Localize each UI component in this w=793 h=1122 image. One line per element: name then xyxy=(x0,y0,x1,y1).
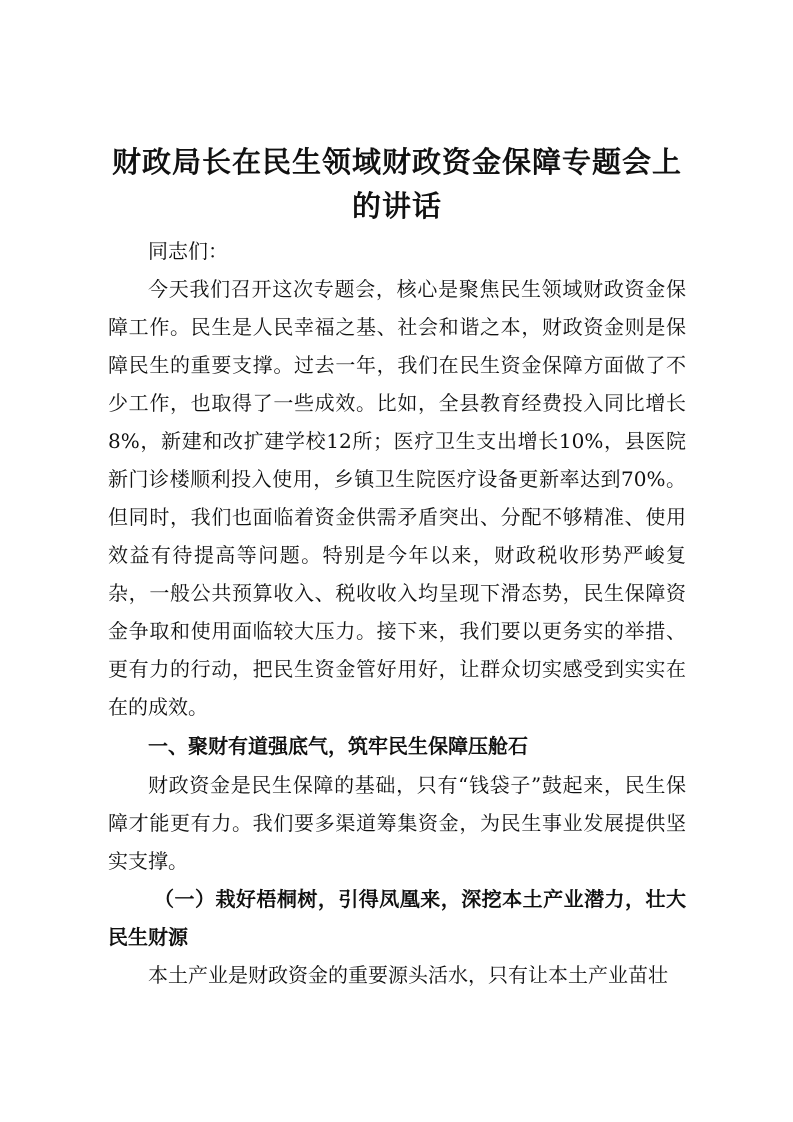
subsection-1-paragraph: 本土产业是财政资金的重要源头活水，只有让本土产业苗壮 xyxy=(148,963,668,987)
document-page xyxy=(108,140,686,994)
section-heading-1: 一、聚财有道强底气，筑牢民生保障压舱石 xyxy=(148,734,528,758)
intro-paragraph: 今天我们召开这次专题会，核心是聚焦民生领域财政资金保障工作。民生是人民幸福之基、社会和谐之本，财政资金则是保障民生的重要支撑。过去一年，我们在民生资金保障方面做了不少工作，也取得了一些成效。比如，全县教育经费投入同比增长8%，新建和改扩建学校12所；医疗卫生支出增长10%，县医院新门诊楼顺利投入使用，乡镇卫生院医疗设备更新率达到70%。但同时，我们也面临着资金供需矛盾突出、分配不够精准、使用效益有待提高等问题。特别是今年以来，财政税收形势严峻复杂，一般公共预算收入、税收收入均呈现下滑态势，民生保障资金争取和使用面临较大压力。接下来，我们要以更务实的举措、更有力的行动，把民生资金管好用好，让群众切实感受到实实在在的成效。 xyxy=(108,277,686,719)
salutation: 同志们： xyxy=(148,239,228,263)
document-title: 财政局长在民生领域财政资金保障专题会上的讲话 xyxy=(111,145,682,223)
section-1-paragraph: 财政资金是民生保障的基础，只有“钱袋子”鼓起来，民生保障才能更有力。我们要多渠道筹集资金，为民生事业发展提供坚实支撑。 xyxy=(108,773,686,873)
subsection-heading-1: （一）栽好梧桐树，引得凤凰来，深挖本土产业潜力，壮大民生财源 xyxy=(108,887,686,949)
